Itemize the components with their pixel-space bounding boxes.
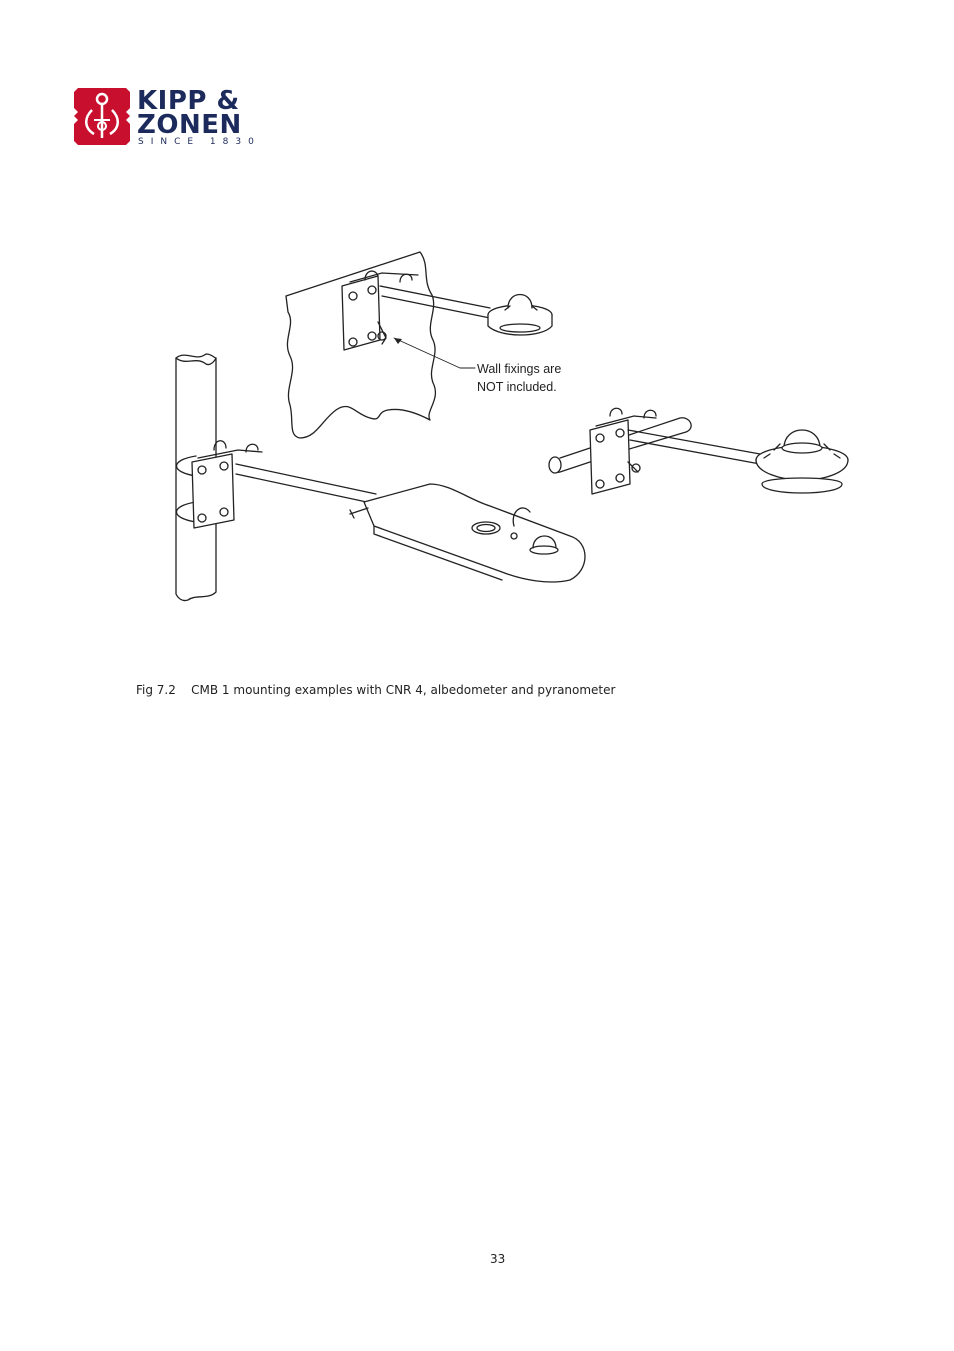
caption-text: CMB 1 mounting examples with CNR 4, albedometer and pyranometer bbox=[191, 683, 616, 697]
caption-label: Fig 7.2 bbox=[136, 683, 176, 697]
kipp-zonen-logo bbox=[74, 88, 264, 148]
callout-wall-fixings-line1: Wall fixings are bbox=[477, 362, 562, 376]
mounting-illustration bbox=[150, 240, 860, 610]
mounting-figure bbox=[150, 240, 860, 610]
logo-name-line1: KIPP & bbox=[137, 86, 240, 116]
figure-caption bbox=[136, 683, 615, 697]
pipe-mount-drawing bbox=[549, 408, 848, 494]
callout-wall-fixings-line2: NOT included. bbox=[477, 380, 557, 394]
page-number: 33 bbox=[490, 1252, 506, 1266]
wall-panel-drawing bbox=[286, 252, 552, 438]
logo-name-line2: ZONEN bbox=[137, 110, 242, 140]
logo-since: SINCE 1830 bbox=[138, 137, 261, 147]
logo-emblem-icon bbox=[74, 88, 130, 145]
